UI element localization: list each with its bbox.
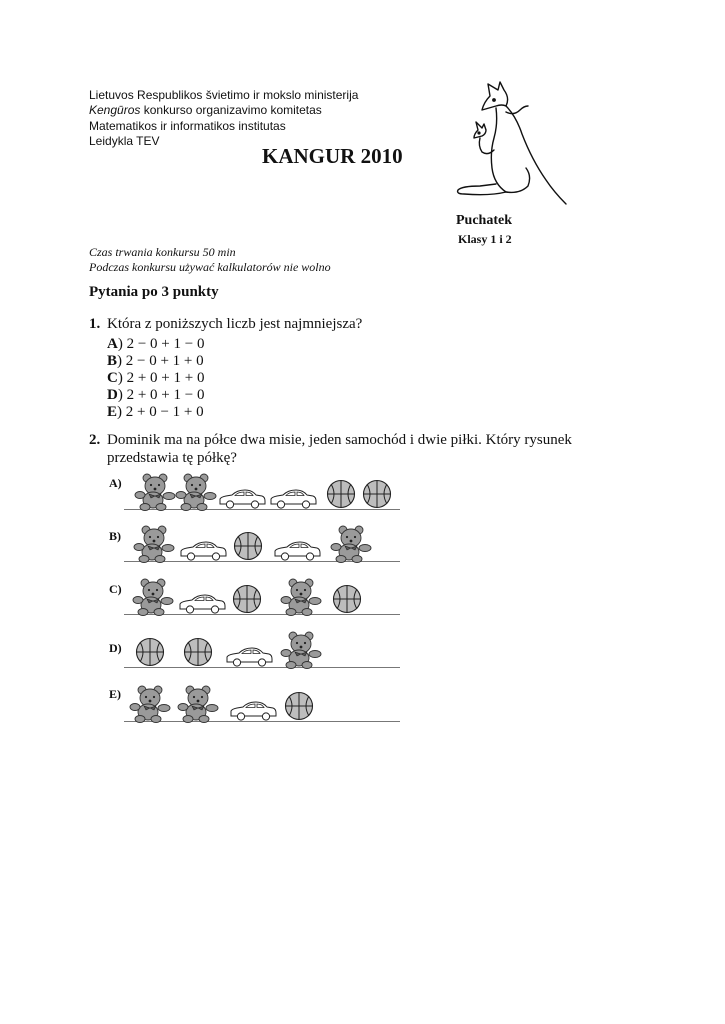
kangaroo-logo-icon bbox=[450, 76, 570, 211]
car-icon bbox=[224, 647, 274, 667]
question-text: Dominik ma na półce dwa misie, jeden samochód i dwie piłki. Który rysunek przedstawia tę półkę? bbox=[107, 432, 572, 466]
option-e-label: E) bbox=[109, 687, 121, 701]
org-line-ministry: Lietuvos Respublikos švietimo ir mokslo ministerija bbox=[89, 88, 359, 102]
ball-icon bbox=[183, 637, 213, 667]
bear-icon bbox=[176, 683, 220, 723]
choice-expr: 2 − 0 + 1 + 0 bbox=[125, 353, 204, 369]
bear-icon bbox=[174, 471, 218, 511]
question-number: 2. bbox=[89, 432, 101, 448]
contest-info bbox=[89, 245, 331, 275]
org-line-institute: Matematikos ir informatikos institutas bbox=[89, 118, 286, 133]
car-icon bbox=[178, 541, 228, 561]
bear-icon bbox=[279, 629, 323, 669]
bear-icon bbox=[279, 576, 323, 616]
option-c-label: C) bbox=[109, 582, 122, 596]
ball-icon bbox=[284, 691, 314, 721]
choice-letter: C bbox=[107, 370, 118, 386]
org-line-committee bbox=[89, 103, 358, 118]
question-1-choices bbox=[107, 336, 204, 421]
car-icon bbox=[268, 489, 318, 509]
page-title: KANGUR 2010 bbox=[262, 144, 403, 168]
choice-letter: E bbox=[107, 404, 118, 420]
question-2 bbox=[89, 431, 572, 466]
level-name: Puchatek bbox=[456, 213, 512, 228]
grade-label: Klasy 1 i 2 bbox=[458, 232, 512, 246]
ball-icon bbox=[232, 584, 262, 614]
calculator-rule-text: Podczas konkursu używać kalkulatorów nie wolno bbox=[89, 260, 331, 274]
choice-letter: D bbox=[107, 387, 118, 403]
option-b-label: B) bbox=[109, 529, 121, 543]
choice-expr: 2 + 0 − 1 + 0 bbox=[125, 404, 204, 420]
question-number: 1. bbox=[89, 316, 101, 332]
ball-icon bbox=[326, 479, 356, 509]
choice-expr: 2 − 0 + 1 − 0 bbox=[126, 336, 205, 352]
car-icon bbox=[228, 701, 278, 721]
choice-expr: 2 + 0 + 1 + 0 bbox=[126, 370, 205, 386]
bear-icon bbox=[133, 471, 177, 511]
ball-icon bbox=[233, 531, 263, 561]
org-italic-word: Kengūros bbox=[89, 103, 141, 118]
bear-icon bbox=[329, 523, 373, 563]
car-icon bbox=[272, 541, 322, 561]
ball-icon bbox=[135, 637, 165, 667]
org-committee-text: konkurso organizavimo komitetas bbox=[143, 103, 322, 118]
choice-a: A) 2 − 0 + 1 − 0 bbox=[107, 336, 205, 352]
car-icon bbox=[217, 489, 267, 509]
option-a-label: A) bbox=[109, 476, 122, 490]
choice-expr: 2 + 0 + 1 − 0 bbox=[126, 387, 205, 403]
car-icon bbox=[177, 594, 227, 614]
question-text: Która z poniższych liczb jest najmniejsza? bbox=[107, 316, 363, 332]
choice-b: B) 2 − 0 + 1 + 0 bbox=[107, 353, 204, 369]
choice-letter: B bbox=[107, 353, 118, 369]
bear-icon bbox=[132, 523, 176, 563]
shelf-line bbox=[124, 667, 400, 668]
option-d-label: D) bbox=[109, 641, 122, 655]
ball-icon bbox=[332, 584, 362, 614]
section-title: Pytania po 3 punkty bbox=[89, 284, 219, 300]
bear-icon bbox=[131, 576, 175, 616]
org-line-publisher: Leidykla TEV bbox=[89, 133, 160, 148]
bear-icon bbox=[128, 683, 172, 723]
choice-d: D) 2 + 0 + 1 − 0 bbox=[107, 387, 205, 403]
choice-letter: A bbox=[107, 336, 118, 352]
choice-e: E) 2 + 0 − 1 + 0 bbox=[107, 404, 204, 420]
question-1 bbox=[89, 315, 363, 333]
choice-c: C) 2 + 0 + 1 + 0 bbox=[107, 370, 205, 386]
duration-text: Czas trwania konkursu 50 min bbox=[89, 245, 236, 259]
organizer-block bbox=[89, 88, 358, 149]
ball-icon bbox=[362, 479, 392, 509]
